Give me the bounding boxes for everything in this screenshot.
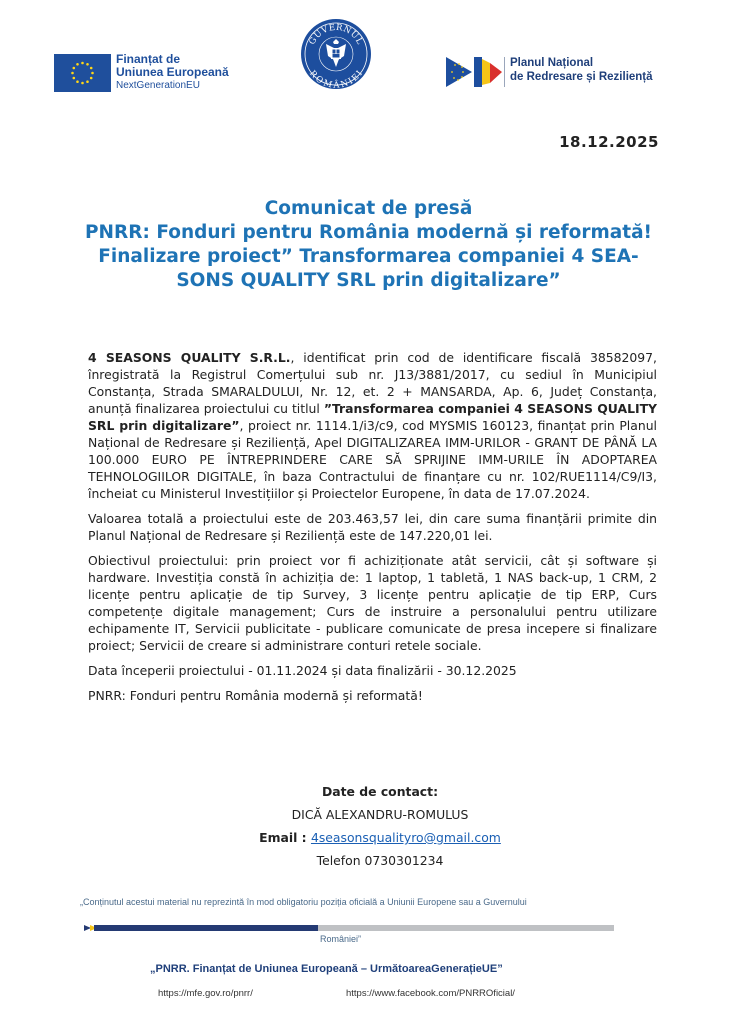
eu-funding-logo — [54, 54, 306, 94]
footer-link-mfe[interactable]: https://mfe.gov.ro/pnrr/ — [158, 988, 253, 999]
eu-flag-icon — [54, 54, 111, 92]
body-paragraph-5: PNRR: Fonduri pentru România modernă și reformată! — [88, 688, 423, 703]
eu-logo-line1: Finanțat de — [116, 52, 181, 66]
body-paragraph-1-part1: , identificat prin cod de identificare fiscală 38582097, înregistrată la Registrul Comerțului sub nr. J13/3881/2017, cu sediul în Municipiul Constanța, Strada SMARALDULUI, Nr. 12, et. 2 + MANSARDA, Ap. 6, Județ Constanța, anunță finalizarea proiectului cu titlul — [88, 350, 657, 416]
body-paragraph-1 — [88, 349, 657, 502]
body-paragraph-2: Valoarea totală a proiectului este de 203.463,57 lei, din care suma finanțării primite din Planul Național de Redresare și Reziliență este de 147.220,01 lei. — [88, 511, 657, 543]
footer-bar-track — [318, 925, 614, 931]
title-line-1: Comunicat de presă — [264, 198, 473, 219]
contact-block — [240, 780, 520, 872]
pnrr-logo-text — [510, 56, 653, 84]
body-paragraph-1-part2: , proiect nr. 1114.1/i3/c9, cod MYSMIS 160123, finanțat prin Planul Național de Redresare și Reziliență, Apel DIGITALIZAREA IMM-URILOR - GRANT DE PÂNĂ LA 100.000 EURO PE ÎNTREPRINDERE CARE SĂ SPRIJINE IMM-URILE ÎN ADOPTAREA TEHNOLOGIILOR DIGITALE, în baza Contractului de finanțare cu nr. 102/RUE1114/C9/I3, încheiat cu Ministerul Investițiilor și Proiectelor Europene, în data de 17.07.2024. — [88, 418, 657, 501]
footer-bar-fill — [94, 925, 318, 931]
title-line-3: Finalizare proiect” Transformarea companiei 4 SEA- — [98, 246, 639, 267]
disclaimer-line-1: „Conținutul acestui material nu reprezintă în mod obligatoriu poziția oficială a Uniunii Europene sau a Guvernului — [80, 897, 527, 907]
footer-link-facebook[interactable]: https://www.facebook.com/PNRROficial/ — [346, 988, 515, 999]
pnrr-logo-line2: de Redresare și Reziliență — [510, 71, 653, 83]
government-seal-logo — [300, 18, 372, 90]
pnrr-logo-divider — [504, 57, 505, 87]
pnrr-logo — [446, 55, 676, 89]
title-line-2: PNRR: Fonduri pentru România modernă și reformată! — [84, 222, 652, 243]
eu-logo-line3: NextGenerationEU — [116, 80, 200, 91]
project-title: ”Transformarea companiei 4 SEASONS QUALITY SRL prin digitalizare” — [88, 401, 657, 433]
contact-email-row — [240, 826, 520, 849]
document-date: 18.12.2025 — [559, 133, 659, 151]
eu-logo-line2: Uniunea Europeană — [116, 65, 229, 79]
email-label: Email : — [259, 830, 311, 845]
seal-bottom-text: ROMÂNIEI — [307, 68, 366, 90]
title-line-4: SONS QUALITY SRL prin digitalizare” — [176, 270, 561, 291]
pnrr-arrows-icon — [446, 55, 504, 89]
eu-logo-text — [116, 53, 229, 92]
seal-top-text: GUVERNUL — [307, 22, 365, 47]
pnrr-logo-line1: Planul Național — [510, 57, 594, 69]
disclaimer-line-2: României” — [320, 934, 362, 944]
footer-slogan: „PNRR. Finanțat de Uniunea Europeană – UrmătoareaGenerațieUE” — [150, 963, 503, 975]
email-link[interactable]: 4seasonsqualityro@gmail.com — [310, 830, 501, 845]
contact-phone: Telefon 0730301234 — [316, 853, 444, 868]
contact-heading: Date de contact: — [321, 784, 439, 799]
body-paragraph-3: Obiectivul proiectului: prin proiect vor fi achiziționate atât servicii, cât și software și hardware. Investiția constă în achiziția de: 1 laptop, 1 tabletă, 1 NAS back-up, 1 CRM, 2 licențe pentru aplicație de tip Survey, 3 licențe pentru aplicație de tip ERP, Curs competențe digitale management; Curs de instruire a personalului pentru utilizare echipamente IT, Servicii publicitate - publicare comunicate de presa incepere si finalizare proiect; Servicii de creare si administrare conturi retele sociale. — [88, 553, 657, 653]
press-release-body — [88, 349, 657, 712]
footer-progress-bar — [84, 924, 614, 932]
body-paragraph-4: Data începerii proiectului - 01.11.2024 și data finalizării - 30.12.2025 — [88, 663, 517, 678]
contact-name: DICĂ ALEXANDRU-ROMULUS — [291, 807, 469, 822]
company-name: 4 SEASONS QUALITY S.R.L. — [88, 350, 291, 365]
press-release-title — [40, 197, 697, 293]
